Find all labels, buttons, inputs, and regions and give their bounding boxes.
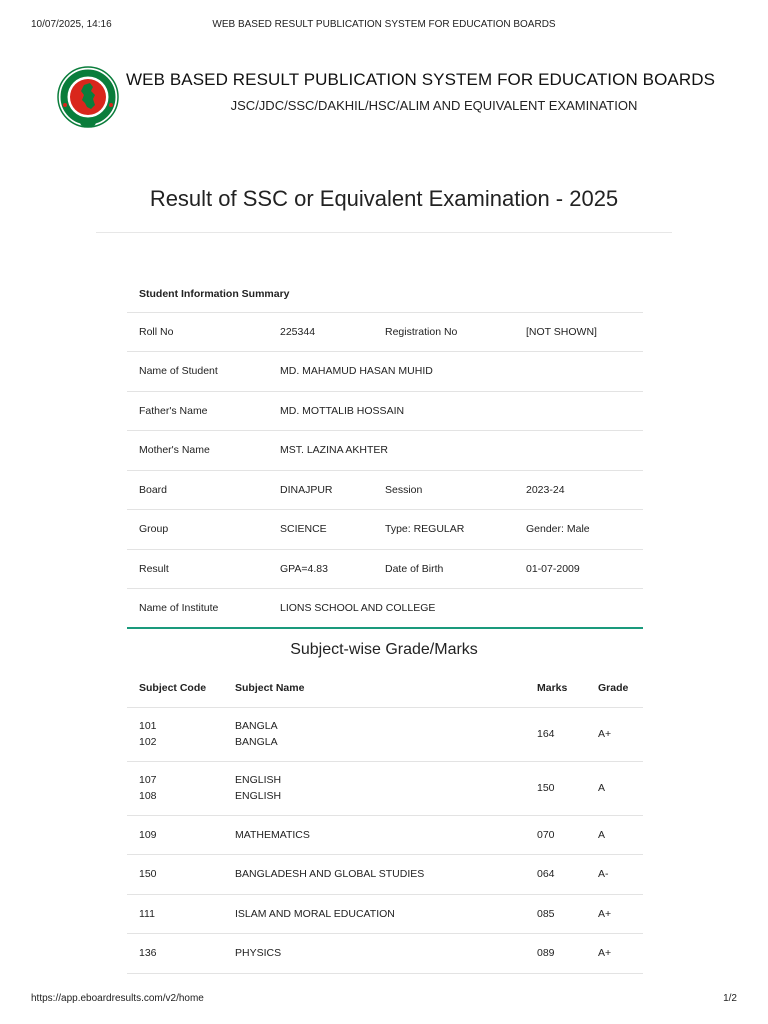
subject-name: ENGLISH: [235, 790, 282, 802]
header-subject-code: Subject Code: [139, 681, 207, 694]
subject-marks: 064: [525, 855, 586, 895]
page-number: 1/2: [723, 993, 737, 1004]
subject-code: 111: [127, 894, 223, 934]
result-value: GPA=4.83: [268, 549, 373, 589]
subject-name: BANGLA: [235, 736, 278, 748]
subject-code-cell: [127, 761, 223, 815]
institute-value: LIONS SCHOOL AND COLLEGE: [268, 589, 643, 629]
subject-grade: A-: [586, 855, 643, 895]
page-url: https://app.eboardresults.com/v2/home: [31, 993, 204, 1004]
table-row: [127, 894, 643, 934]
info-row-group: [127, 510, 643, 550]
result-heading: Result of SSC or Equivalent Examination - 2025: [149, 186, 619, 211]
type-value: Type: REGULAR: [373, 510, 514, 550]
roll-label: Roll No: [127, 312, 268, 352]
subject-name: BANGLADESH AND GLOBAL STUDIES: [223, 855, 525, 895]
board-label: Board: [127, 470, 268, 510]
subject-code-cell: [127, 707, 223, 761]
mother-name-value: MST. LAZINA AKHTER: [268, 431, 643, 471]
student-info-table: [127, 276, 643, 629]
student-info-caption: Student Information Summary: [139, 287, 290, 300]
subject-marks: 085: [525, 894, 586, 934]
subject-name: ISLAM AND MORAL EDUCATION: [223, 894, 525, 934]
subject-marks: 164: [525, 707, 586, 761]
subject-grade: A: [586, 815, 643, 855]
table-row: [127, 855, 643, 895]
father-name-label: Father's Name: [127, 391, 268, 431]
info-row-institute: [127, 589, 643, 629]
subject-marks: 070: [525, 815, 586, 855]
dob-label: Date of Birth: [373, 549, 514, 589]
subject-name: BANGLA: [235, 720, 278, 732]
subject-marks: 089: [525, 934, 586, 974]
marks-table: [127, 669, 643, 974]
subject-grade: A+: [586, 894, 643, 934]
print-page-title: WEB BASED RESULT PUBLICATION SYSTEM FOR EDUCATION BOARDS: [212, 19, 556, 30]
subject-code: 150: [127, 855, 223, 895]
subject-code: 136: [127, 934, 223, 974]
info-row-mother: [127, 431, 643, 471]
info-row-name: [127, 352, 643, 392]
group-value: SCIENCE: [268, 510, 373, 550]
session-value: 2023-24: [514, 470, 643, 510]
institute-label: Name of Institute: [127, 589, 268, 629]
result-label: Result: [127, 549, 268, 589]
mother-name-label: Mother's Name: [127, 431, 268, 471]
print-header: [31, 19, 737, 33]
subject-code: 102: [139, 736, 157, 748]
info-row-board: [127, 470, 643, 510]
session-label: Session: [373, 470, 514, 510]
student-name-label: Name of Student: [127, 352, 268, 392]
table-row: [127, 761, 643, 815]
subject-name: MATHEMATICS: [223, 815, 525, 855]
registration-label: Registration No: [373, 312, 514, 352]
group-label: Group: [127, 510, 268, 550]
header-subject-name: Subject Name: [235, 681, 305, 694]
subject-code: 107: [139, 774, 157, 786]
subject-code: 101: [139, 720, 157, 732]
site-subtitle: JSC/JDC/SSC/DAKHIL/HSC/ALIM AND EQUIVALENT EXAMINATION: [230, 98, 638, 113]
subject-grade: A: [586, 761, 643, 815]
roll-value: 225344: [268, 312, 373, 352]
student-name-value: MD. MAHAMUD HASAN MUHID: [268, 352, 643, 392]
print-timestamp: 10/07/2025, 14:16: [31, 19, 112, 30]
marks-heading: Subject-wise Grade/Marks: [290, 641, 478, 658]
father-name-value: MD. MOTTALIB HOSSAIN: [268, 391, 643, 431]
marks-header-row: [127, 669, 643, 707]
info-row-father: [127, 391, 643, 431]
board-value: DINAJPUR: [268, 470, 373, 510]
subject-name: ENGLISH: [235, 774, 282, 786]
table-row: [127, 707, 643, 761]
subject-name: PHYSICS: [223, 934, 525, 974]
info-row-result: [127, 549, 643, 589]
heading-divider: [96, 232, 672, 233]
dob-value: 01-07-2009: [514, 549, 643, 589]
header-grade: Grade: [598, 681, 629, 694]
subject-code: 108: [139, 790, 157, 802]
info-row-roll: [127, 312, 643, 352]
table-row: [127, 934, 643, 974]
site-title: WEB BASED RESULT PUBLICATION SYSTEM FOR EDUCATION BOARDS: [126, 70, 716, 89]
gender-value: Gender: Male: [514, 510, 643, 550]
subject-marks: 150: [525, 761, 586, 815]
print-footer: [31, 993, 737, 1007]
header-marks: Marks: [537, 681, 568, 694]
subject-name-cell: [223, 761, 525, 815]
subject-name-cell: [223, 707, 525, 761]
student-info-caption-row: [127, 276, 643, 312]
subject-grade: A+: [586, 934, 643, 974]
registration-value: [NOT SHOWN]: [514, 312, 643, 352]
subject-code: 109: [127, 815, 223, 855]
subject-grade: A+: [586, 707, 643, 761]
table-row: [127, 815, 643, 855]
